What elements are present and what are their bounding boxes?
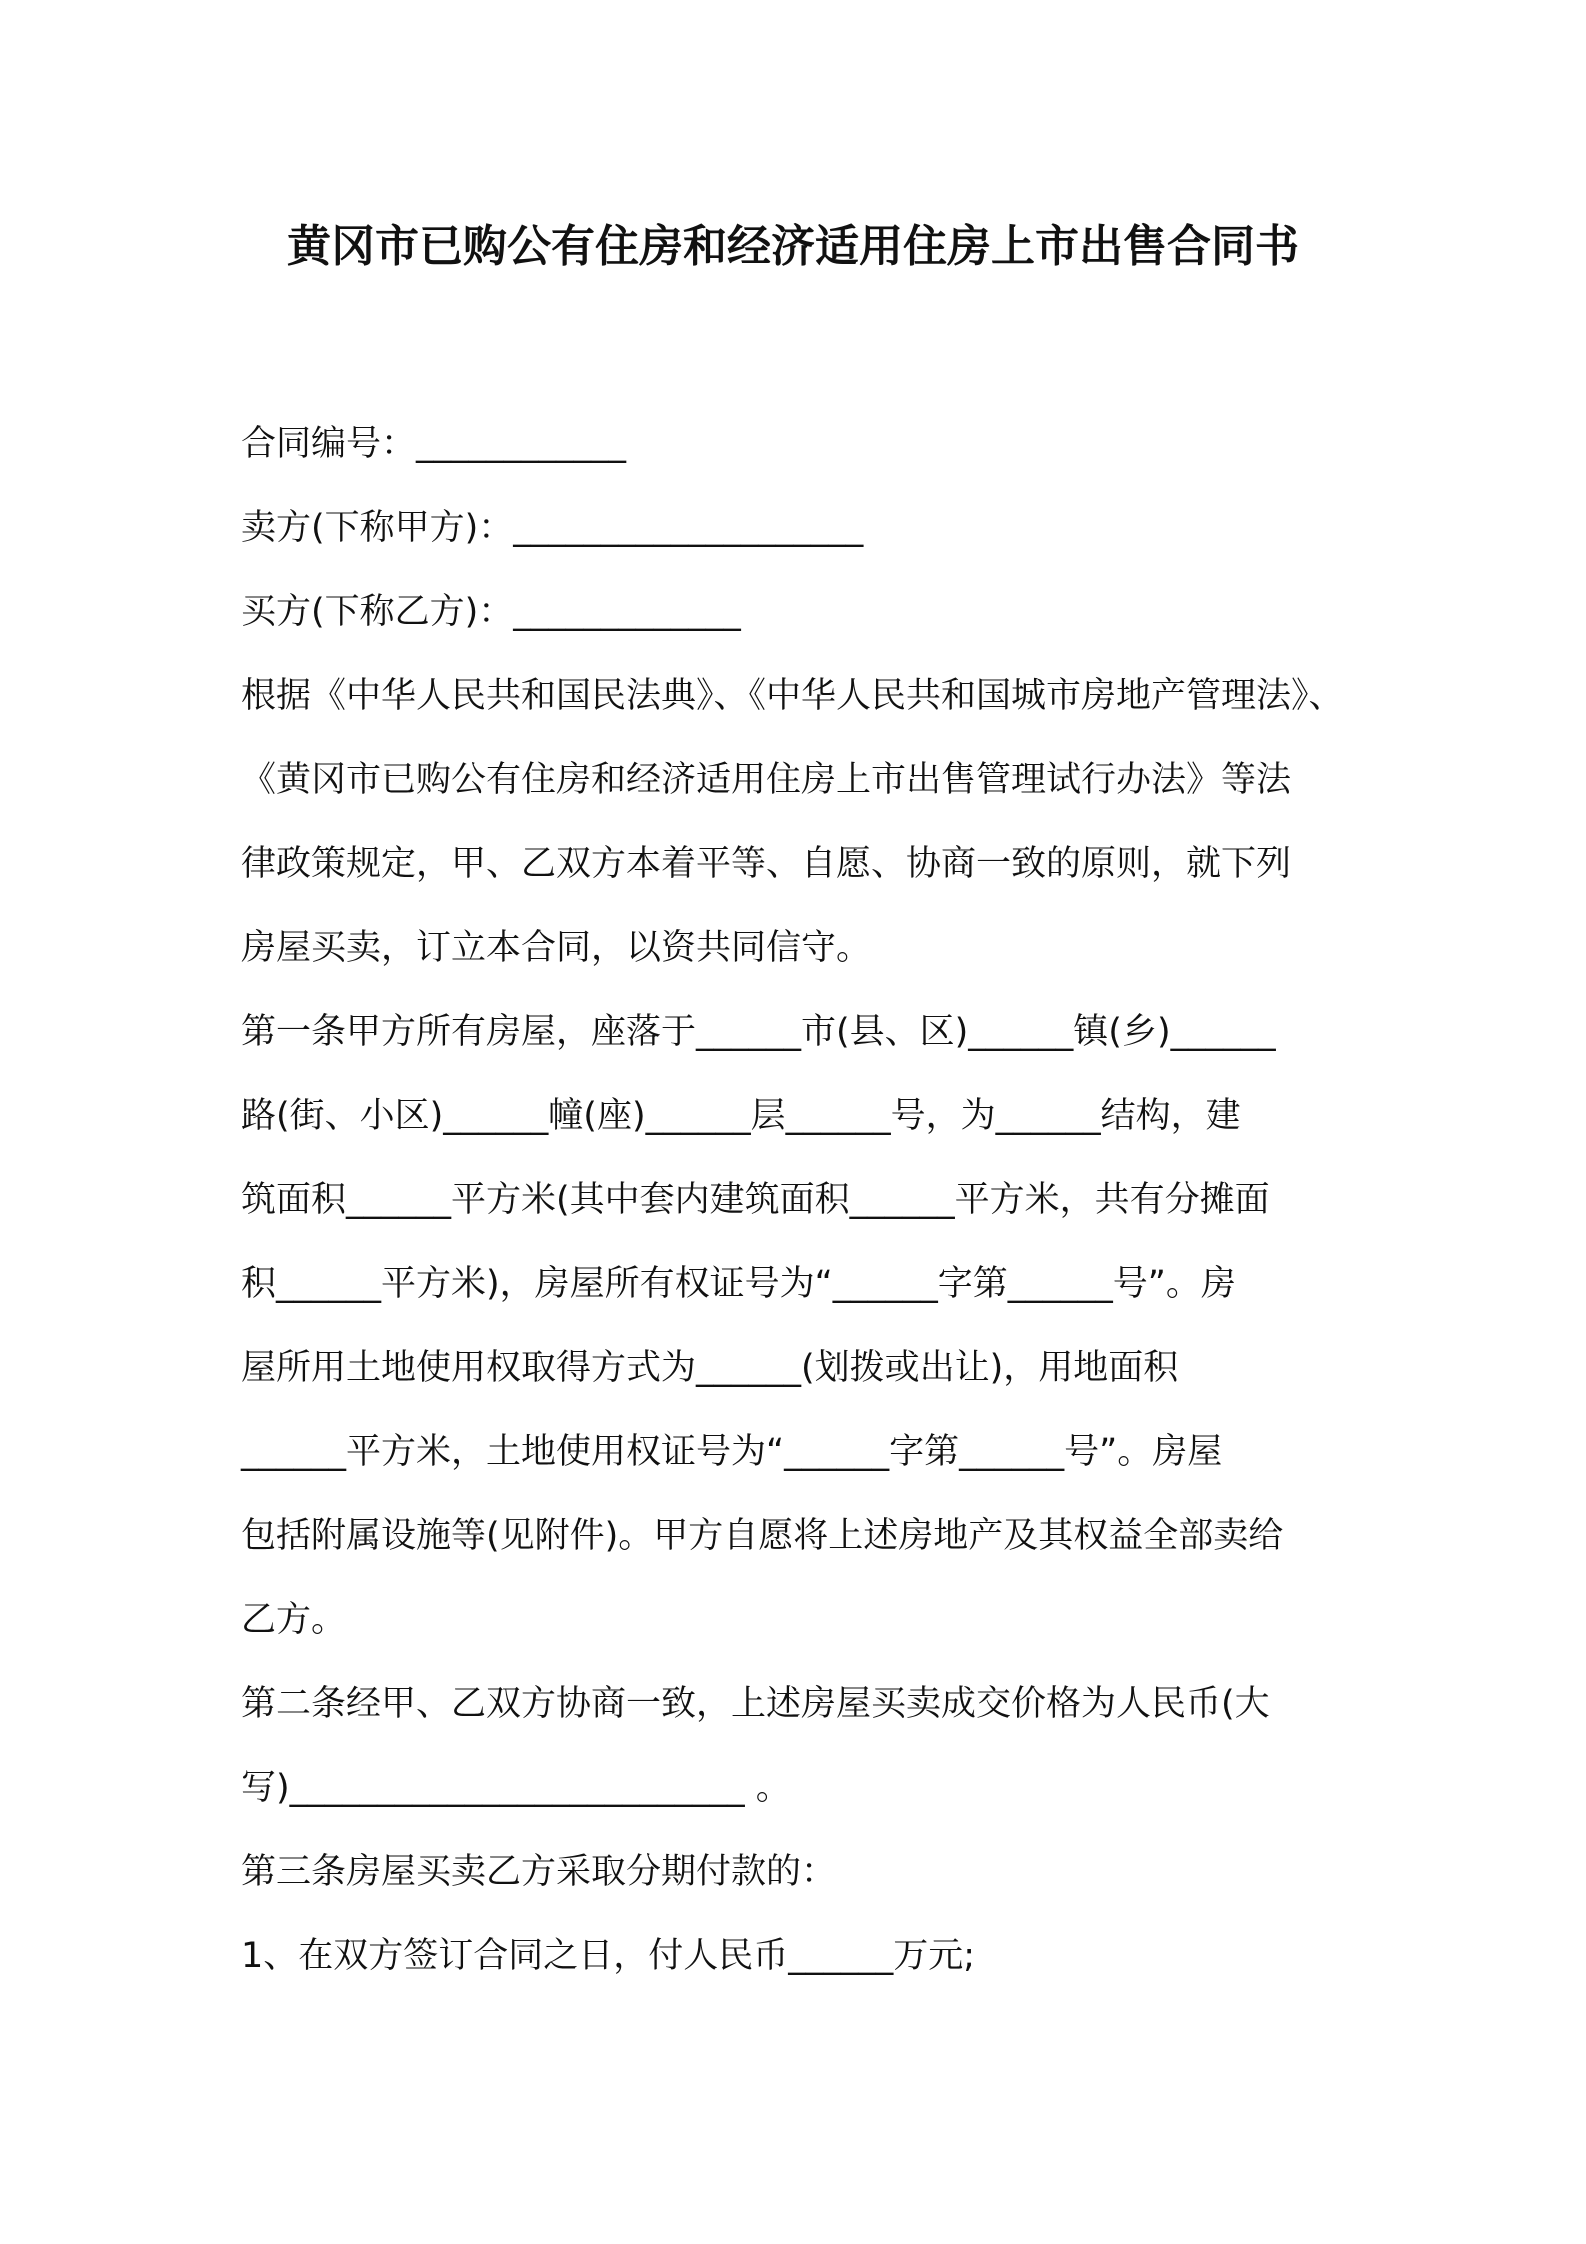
preamble-line-1: 根据《中华人民共和国民法典》、《中华人民共和国城市房地产管理法》、 xyxy=(241,676,1344,716)
article-1-line-8: 乙方。 xyxy=(241,1600,347,1640)
article-1-line-2: 路(街、小区)______幢(座)______层______号，为______结构，建 xyxy=(241,1096,1241,1136)
contract-number-line: 合同编号：____________ xyxy=(241,424,627,464)
article-1-line-6: ______平方米，土地使用权证号为“______字第______号”。房屋 xyxy=(241,1432,1223,1472)
article-2-line-1: 第二条经甲、乙双方协商一致，上述房屋买卖成交价格为人民币(大 xyxy=(241,1684,1270,1724)
article-2-line-2: 写)__________________________ 。 xyxy=(241,1768,791,1808)
article-1-line-4: 积______平方米)，房屋所有权证号为“______字第______号”。房 xyxy=(241,1264,1236,1304)
article-1-line-5: 屋所用土地使用权取得方式为______(划拨或出让)，用地面积 xyxy=(241,1348,1179,1388)
seller-line: 卖方(下称甲方)：____________________ xyxy=(241,508,864,548)
article-1-line-7: 包括附属设施等(见附件)。甲方自愿将上述房地产及其权益全部卖给 xyxy=(241,1516,1284,1556)
buyer-line: 买方(下称乙方)：_____________ xyxy=(241,592,741,632)
preamble-line-2: 《黄冈市已购公有住房和经济适用住房上市出售管理试行办法》等法 xyxy=(241,760,1292,800)
contract-title: 黄冈市已购公有住房和经济适用住房上市出售合同书 xyxy=(287,221,1299,272)
article-1-line-1: 第一条甲方所有房屋，座落于______市(县、区)______镇(乡)______ xyxy=(241,1012,1276,1052)
article-3-line-1: 第三条房屋买卖乙方采取分期付款的： xyxy=(241,1852,837,1892)
article-1-line-3: 筑面积______平方米(其中套内建筑面积______平方米，共有分摊面 xyxy=(241,1180,1270,1220)
contract-body xyxy=(241,402,1361,1998)
preamble-line-4: 房屋买卖，订立本合同，以资共同信守。 xyxy=(241,928,872,968)
preamble-line-3: 律政策规定，甲、乙双方本着平等、自愿、协商一致的原则，就下列 xyxy=(241,844,1292,884)
payment-item-1: 1、在双方签订合同之日，付人民币______万元; xyxy=(241,1936,976,1976)
